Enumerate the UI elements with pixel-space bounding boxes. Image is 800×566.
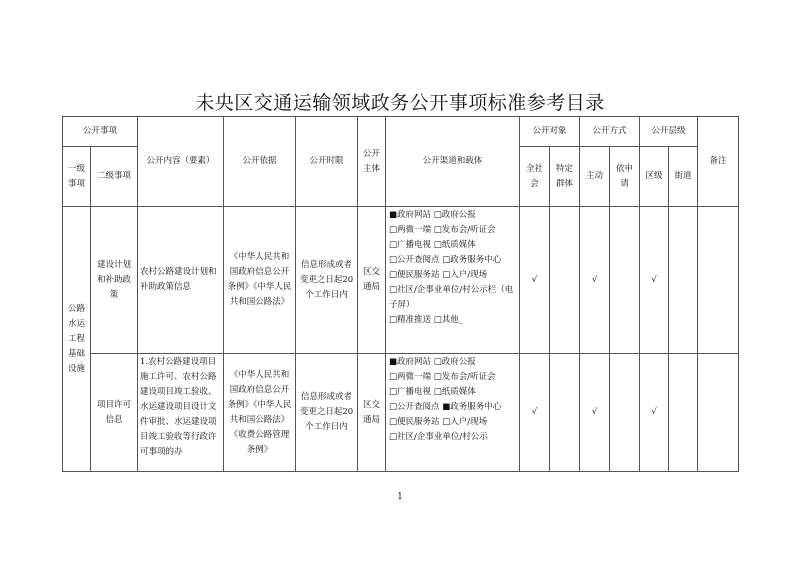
channel-line: □两微一端 □发布会/听证会 — [389, 372, 496, 382]
street-check — [669, 354, 698, 472]
remarks-cell — [698, 207, 739, 354]
all-society-check: √ — [520, 207, 550, 354]
level2-item: 项目许可信息 — [91, 354, 138, 472]
header-specific-group: 特定群体 — [550, 147, 580, 207]
proactive-check: √ — [580, 207, 610, 354]
channel-line: □两微一端 □发布会/听证会 — [389, 225, 496, 235]
channel-line: ■政府网站 □政府公报 — [389, 357, 476, 367]
channel-line: ■政府网站 □政府公报 — [389, 210, 476, 220]
header-public-matters: 公开事项 — [63, 117, 138, 147]
specific-group-check — [550, 207, 580, 354]
header-street: 街道 — [669, 147, 698, 207]
on-request-check — [610, 207, 640, 354]
channel-line: □广播电视 □纸质媒体 — [389, 387, 476, 397]
header-method: 公开方式 — [580, 117, 640, 147]
subject-cell: 区交通局 — [358, 354, 386, 472]
level1-item: 公路水运工程基础设施 — [63, 207, 91, 472]
table-row — [63, 207, 739, 354]
channel-line: □广播电视 □纸质媒体 — [389, 240, 476, 250]
channel-line: □精准推送 □其他_ — [389, 315, 464, 325]
content-cell: 农村公路建设计划和补助政策信息 — [138, 207, 224, 354]
remarks-cell — [698, 354, 739, 472]
header-remarks: 备注 — [698, 117, 739, 207]
content-cell: 1.农村公路建设项目施工许可、农村公路建设项目竣工验收、水运建设项目设计文件审批、水运建设项目竣工验收等行政许可事项的办 — [138, 354, 224, 472]
page-number: 1 — [397, 492, 403, 502]
channel-line: □公开查阅点 □政务服务中心 — [389, 255, 502, 265]
level2-item: 建设计划和补助政策 — [91, 207, 138, 354]
time-limit-cell: 信息形成或者变更之日起20个工作日内 — [296, 207, 358, 354]
channel-line: □便民服务站 □入户/现场 — [389, 270, 488, 280]
on-request-check — [610, 354, 640, 472]
table-row — [63, 354, 739, 472]
header-subject: 公开主体 — [358, 117, 386, 207]
channel-line: □社区/企事业单位/村公示栏（电子屏） — [389, 285, 514, 310]
catalog-table — [62, 116, 739, 472]
district-check: √ — [640, 354, 669, 472]
header-audience: 公开对象 — [520, 117, 580, 147]
district-check: √ — [640, 207, 669, 354]
header-channels: 公开渠道和载体 — [386, 117, 520, 207]
header-on-request: 依申请 — [610, 147, 640, 207]
header-basis: 公开依据 — [224, 117, 296, 207]
header-level: 公开层级 — [640, 117, 698, 147]
basis-cell: 《中华人民共和国政府信息公开条例》《中华人民共和国公路法》《收费公路管理条例》 — [224, 354, 296, 472]
street-check — [669, 207, 698, 354]
channel-line: □社区/企事业单位/村公示 — [389, 432, 488, 442]
header-proactive: 主动 — [580, 147, 610, 207]
channel-line: □公开查阅点 ■政务服务中心 — [389, 402, 502, 412]
specific-group-check — [550, 354, 580, 472]
channel-line: □便民服务站 □入户/现场 — [389, 417, 488, 427]
header-all-society: 全社会 — [520, 147, 550, 207]
subject-cell: 区交通局 — [358, 207, 386, 354]
basis-cell: 《中华人民共和国政府信息公开条例》《中华人民共和国公路法》 — [224, 207, 296, 354]
proactive-check: √ — [580, 354, 610, 472]
header-content: 公开内容（要素） — [138, 117, 224, 207]
header-level1: 一级事项 — [63, 147, 91, 207]
channels-cell — [386, 207, 520, 354]
channels-cell — [386, 354, 520, 472]
header-district: 区级 — [640, 147, 669, 207]
header-level2: 二级事项 — [91, 147, 138, 207]
header-time-limit: 公开时限 — [296, 117, 358, 207]
time-limit-cell: 信息形成或者变更之日起20个工作日内 — [296, 354, 358, 472]
all-society-check: √ — [520, 354, 550, 472]
document-title: 未央区交通运输领域政务公开事项标准参考目录 — [195, 92, 605, 114]
